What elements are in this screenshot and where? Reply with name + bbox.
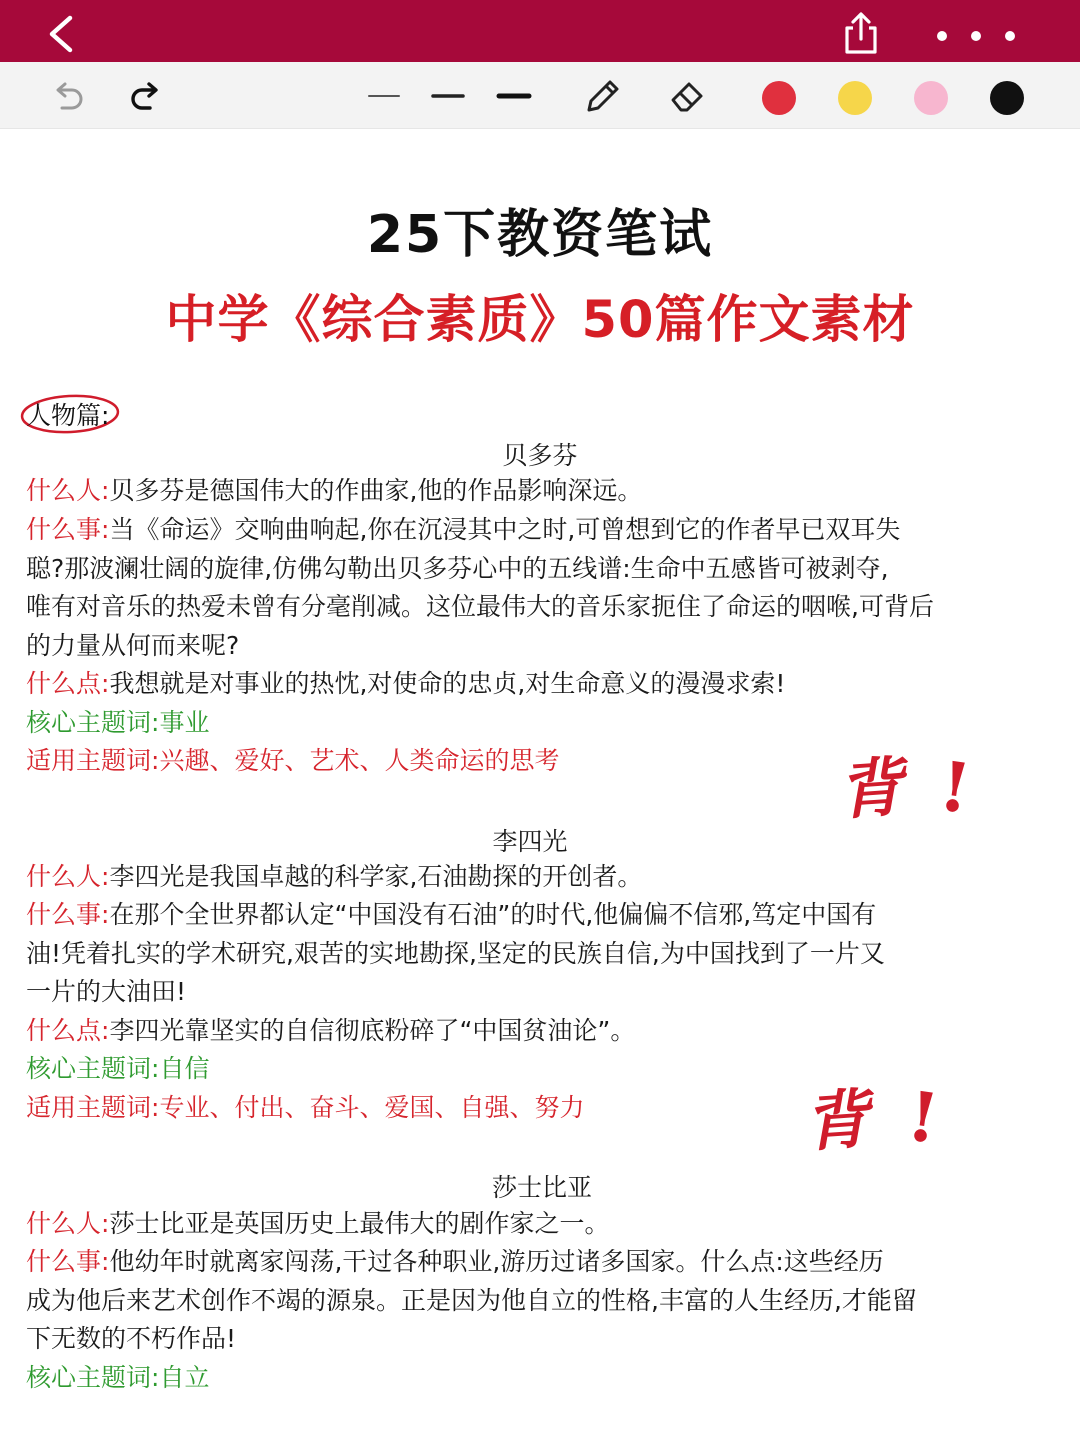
- entry-who: [26, 1205, 1056, 1244]
- what-label: 什么事:: [26, 515, 110, 544]
- core-label: 核心主题词:: [26, 1054, 160, 1083]
- entry-apply: [26, 1089, 1056, 1128]
- page-subtitle: 中学《综合素质》50篇作文素材: [165, 291, 915, 350]
- entry-what: [26, 1243, 1056, 1359]
- who-text: 莎士比亚是英国历史上最伟大的剧作家之一。: [109, 1209, 610, 1238]
- black-color-swatch[interactable]: [990, 81, 1024, 115]
- medium-line-icon[interactable]: [430, 74, 466, 118]
- what-label: 什么事:: [26, 1247, 110, 1276]
- section-label: 人物篇:: [26, 401, 110, 430]
- thick-line-icon[interactable]: [496, 74, 532, 118]
- core-text: 自立: [159, 1363, 210, 1392]
- core-label: 核心主题词:: [26, 1363, 160, 1392]
- handwritten-mark: 背: [835, 749, 905, 830]
- entry-core: [26, 1050, 1056, 1089]
- drawing-toolbar: [0, 62, 1080, 129]
- handwritten-exclamation: !: [934, 746, 976, 830]
- apply-label: 适用主题词:: [26, 1093, 160, 1122]
- eraser-icon[interactable]: [664, 74, 710, 118]
- what-text-line: 油!凭着扎实的学术研究,艰苦的实地勘探,坚定的民族自信,为中国找到了一片又: [26, 938, 885, 968]
- what-text-line: 的力量从何而来呢?: [26, 630, 240, 660]
- who-label: 什么人:: [26, 1209, 110, 1238]
- point-label: 什么点:: [26, 669, 110, 698]
- yellow-color-swatch[interactable]: [838, 81, 872, 115]
- core-text: 事业: [159, 708, 210, 737]
- more-icon[interactable]: [926, 22, 1022, 50]
- what-label: 什么事:: [26, 900, 110, 929]
- point-text: 李四光靠坚实的自信彻底粉碎了“中国贫油论”。: [109, 1016, 636, 1045]
- who-label: 什么人:: [26, 476, 110, 505]
- entry-what: [26, 896, 1056, 1012]
- entry-what: [26, 511, 1056, 665]
- entry-name: 贝多芬: [502, 441, 578, 470]
- what-text-line: 他幼年时就离家闯荡,干过各种职业,游历过诸多国家。什么点:这些经历: [109, 1247, 884, 1276]
- top-app-bar: [0, 0, 1080, 62]
- entry-core: [26, 704, 1056, 743]
- what-text-line: 成为他后来艺术创作不竭的源泉。正是因为他自立的性格,丰富的人生经历,才能留: [26, 1285, 917, 1315]
- apply-text: 专业、付出、奋斗、爱国、自强、努力: [159, 1093, 585, 1122]
- thin-line-icon[interactable]: [366, 74, 402, 118]
- pink-color-swatch[interactable]: [914, 81, 948, 115]
- what-text-line: 下无数的不朽作品!: [26, 1324, 237, 1353]
- what-text-line: 当《命运》交响曲响起,你在沉浸其中之时,可曾想到它的作者早已双耳失: [109, 515, 901, 544]
- core-label: 核心主题词:: [26, 708, 160, 737]
- what-text-line: 一片的大油田!: [26, 977, 187, 1006]
- apply-text: 兴趣、爱好、艺术、人类命运的思考: [159, 746, 560, 775]
- core-text: 自信: [159, 1054, 210, 1083]
- handwritten-exclamation: !: [902, 1076, 944, 1160]
- what-text-line: 在那个全世界都认定“中国没有石油”的时代,他偏偏不信邪,笃定中国有: [109, 900, 877, 929]
- entry-core: [26, 1359, 1056, 1398]
- entry-who: [26, 472, 1056, 511]
- share-icon[interactable]: [838, 10, 884, 56]
- who-text: 贝多芬是德国伟大的作曲家,他的作品影响深远。: [109, 476, 643, 505]
- point-text: 我想就是对事业的热忱,对使命的忠贞,对生命意义的漫漫求索!: [109, 669, 786, 698]
- pencil-icon[interactable]: [578, 74, 624, 118]
- what-text-line: 唯有对音乐的热爱未曾有分毫削减。这位最伟大的音乐家扼住了命运的咽喉,可背后: [26, 592, 934, 621]
- undo-icon[interactable]: [46, 74, 90, 118]
- back-icon[interactable]: [40, 12, 84, 56]
- entry-name: 李四光: [492, 827, 568, 856]
- who-text: 李四光是我国卓越的科学家,石油勘探的开创者。: [109, 862, 643, 891]
- page-title: 25下教资笔试: [366, 205, 714, 265]
- entry-point: [26, 665, 1056, 704]
- apply-label: 适用主题词:: [26, 746, 160, 775]
- entry-who: [26, 858, 1056, 897]
- red-color-swatch[interactable]: [762, 81, 796, 115]
- entry-name: 莎士比亚: [491, 1173, 592, 1202]
- handwritten-mark: 背: [801, 1081, 871, 1162]
- what-text-line: 聪?那波澜壮阔的旋律,仿佛勾勒出贝多芬心中的五线谱:生命中五感皆可被剥夺,: [26, 553, 889, 583]
- point-label: 什么点:: [26, 1016, 110, 1045]
- who-label: 什么人:: [26, 862, 110, 891]
- redo-icon[interactable]: [124, 74, 168, 118]
- entry-point: [26, 1012, 1056, 1051]
- entry-apply: [26, 742, 1056, 781]
